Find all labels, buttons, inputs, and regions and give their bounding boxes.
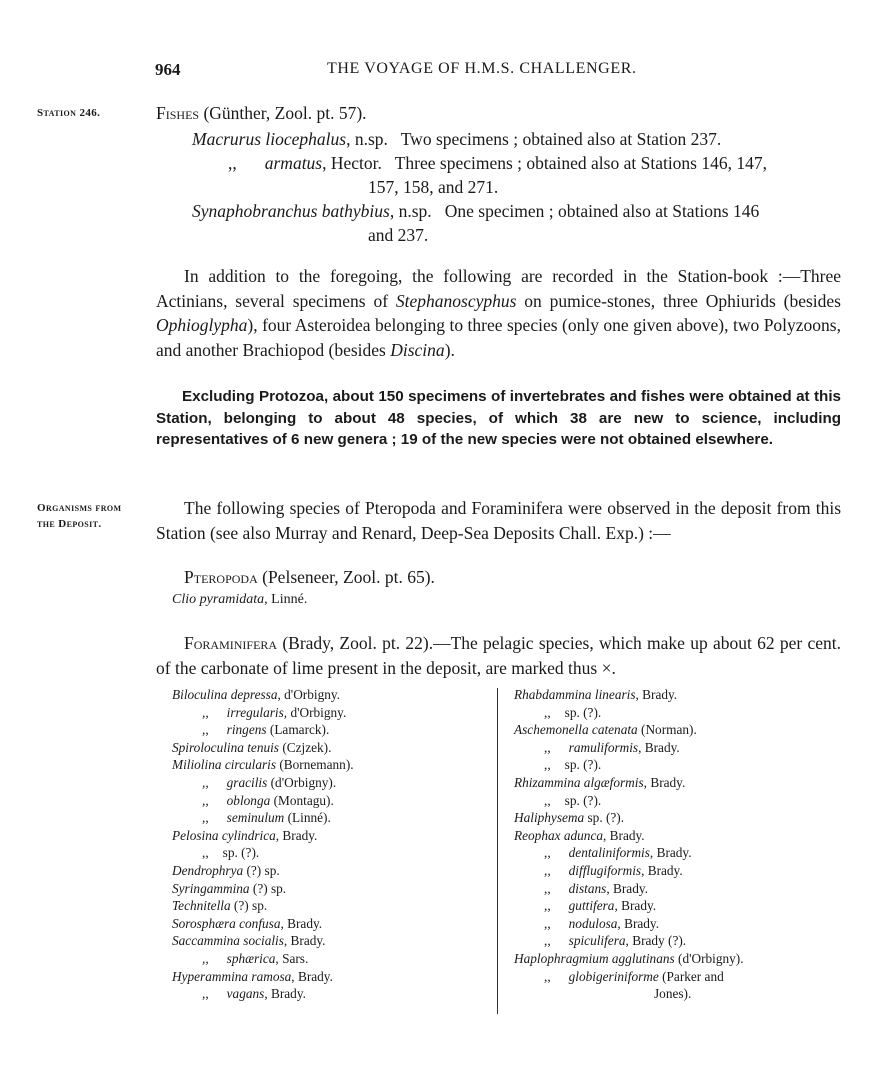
species-authority: , Brady. (603, 827, 645, 843)
species-row (172, 809, 354, 827)
addition-italic-3: Discina (390, 339, 445, 360)
fish-entry-2-name: armatus (264, 153, 323, 173)
species-row (172, 827, 354, 845)
pteropoda-species-auth: , Linné. (264, 592, 308, 607)
species-row (172, 932, 354, 950)
species-authority: , Brady. (641, 862, 683, 878)
species-authority: (Montagu). (270, 792, 334, 808)
fishes-heading-sc: Fishes (156, 103, 200, 123)
species-row (514, 985, 744, 1003)
species-authority: , Brady. (643, 774, 686, 790)
ditto-mark: ,, (202, 950, 209, 966)
species-authority: , Brady. (649, 845, 692, 861)
ditto-mark: ,, (202, 722, 209, 738)
addition-paragraph (156, 264, 841, 362)
species-name: Miliolina circularis (172, 757, 277, 773)
species-row (172, 792, 354, 810)
species-authority: , Brady. (280, 915, 323, 931)
species-row (514, 827, 744, 845)
species-name: guttifera (568, 898, 615, 914)
margin-organisms-line1: Organisms from (37, 502, 122, 514)
species-authority: , Brady. (264, 986, 306, 1002)
ditto-mark: ,, (202, 792, 209, 808)
species-authority: (Czjzek). (279, 739, 332, 755)
species-authority: , Brady (?). (625, 933, 687, 949)
species-name: globigeriniforme (568, 968, 659, 984)
fish-entry-2-cont: 157, 158, and 271. (368, 177, 499, 197)
fishes-heading-rest: (Günther, Zool. pt. 57). (199, 103, 367, 123)
species-row (514, 721, 744, 739)
species-row (514, 915, 744, 933)
species-row (172, 862, 354, 880)
species-name: ramuliformis (568, 739, 639, 755)
addition-text-3: ), four Asteroidea belonging to three species (only one given above), two Polyzoons, and another Brachiopod (besides (156, 315, 841, 360)
species-name: Haplophragmium agglutinans (514, 950, 675, 966)
species-row (172, 950, 354, 968)
fish-entry-1-name: Macrurus liocephalus (192, 129, 347, 149)
species-name: Reophax adunca (514, 827, 603, 843)
ditto-mark: ,, (202, 810, 209, 826)
ditto-mark: ,, (544, 968, 551, 984)
fish-entry-3-name: Synaphobranchus bathybius (192, 201, 390, 221)
ditto-mark: ,, (544, 880, 551, 896)
species-row (172, 686, 354, 704)
species-name: Rhizammina algæformis (514, 774, 644, 790)
species-row (514, 792, 744, 810)
species-name: Saccammina socialis (172, 933, 284, 949)
fish-entry-1 (192, 127, 721, 151)
ditto-mark: ,, (544, 792, 551, 808)
species-authority: (Parker and (658, 968, 724, 984)
species-row (514, 862, 744, 880)
species-name: Haliphysema (514, 810, 585, 826)
species-row (514, 686, 744, 704)
species-row (514, 880, 744, 898)
species-authority: , d'Orbigny. (283, 704, 347, 720)
species-name: Biloculina depressa (172, 687, 278, 702)
ditto-mark: ,, (544, 739, 551, 755)
fish-entry-3 (192, 199, 759, 223)
species-authority: (?) sp. (230, 898, 268, 914)
ditto-mark: ,, (202, 986, 209, 1002)
species-row (172, 739, 354, 757)
species-name: difflugiformis (568, 862, 642, 878)
fish-entry-2 (228, 151, 767, 175)
species-row (172, 844, 354, 862)
species-name: Aschemonella catenata (514, 722, 638, 738)
species-name: seminulum (226, 810, 285, 826)
fish-entry-1-text: , n.sp. Two specimens ; obtained also at Station 237. (346, 129, 722, 149)
foraminifera-list-right (514, 686, 744, 1003)
species-name: Sorosphæra confusa (172, 915, 281, 931)
ditto-mark: ,, (202, 774, 209, 790)
species-name: nodulosa (568, 915, 618, 931)
margin-organisms-line2: the Deposit. (37, 518, 102, 530)
species-authority: sp. (?). (564, 704, 602, 720)
station-summary: Excluding Protozoa, about 150 specimens of invertebrates and fishes were obtained at this Station, belonging to about 48 species, of which 38 are new to science, including representatives of 6 new genera ; 19 of the new species were not obtained elsewhere. (156, 388, 841, 448)
species-authority: , Brady. (638, 739, 680, 755)
species-name: Pelosina cylindrica (172, 827, 276, 843)
foraminifera-heading (156, 631, 841, 680)
species-authority: (?) sp. (243, 862, 280, 878)
species-authority: (Bornemann). (276, 757, 354, 773)
ditto-mark: ,, (544, 704, 551, 720)
species-authority: sp. (?). (222, 845, 260, 861)
species-row (514, 932, 744, 950)
species-name: distans (568, 880, 607, 896)
species-name: Hyperammina ramosa (172, 968, 292, 984)
ditto-mark: ,, (544, 757, 551, 773)
species-row (172, 915, 354, 933)
species-authority: Jones). (654, 986, 692, 1002)
species-authority: (Lamarck). (266, 722, 330, 738)
species-authority: , Brady. (606, 880, 648, 896)
species-name: vagans (226, 986, 265, 1002)
ditto-mark: ,, (544, 898, 551, 914)
page-number: 964 (155, 60, 181, 79)
pteropoda-heading-rest: (Pelseneer, Zool. pt. 65). (257, 567, 435, 587)
species-authority: sp. (?). (564, 757, 602, 773)
pteropoda-heading (184, 565, 435, 589)
fishes-heading (156, 101, 367, 125)
species-name: Technitella (172, 898, 231, 914)
ditto-mark: ,, (202, 845, 209, 861)
species-row (172, 704, 354, 722)
ditto-mark: ,, (544, 862, 551, 878)
species-name: ringens (226, 722, 267, 738)
species-row (514, 774, 744, 792)
foraminifera-heading-sc: Foraminifera (184, 633, 278, 653)
species-name: sphærica (226, 950, 276, 966)
species-name: Rhabdammina linearis (514, 687, 636, 702)
species-authority: , Brady. (283, 933, 326, 949)
species-row (514, 756, 744, 774)
species-name: irregularis (226, 704, 284, 720)
species-name: gracilis (226, 774, 268, 790)
species-authority: , d'Orbigny. (277, 687, 340, 702)
species-name: dentaliniformis (568, 845, 650, 861)
ditto-mark: ,, (544, 915, 551, 931)
species-row (172, 880, 354, 898)
species-authority: , Brady. (635, 687, 678, 702)
addition-text-4: ). (444, 339, 455, 360)
species-authority: , Brady. (275, 827, 318, 843)
species-authority: (d'Orbigny). (674, 950, 744, 966)
ditto-mark: ,, (202, 704, 209, 720)
species-name: spiculifera (568, 933, 626, 949)
addition-text-2: on pumice-stones, three Ophiurids (besides (516, 290, 841, 311)
species-row (514, 739, 744, 757)
species-authority: , Brady. (291, 968, 333, 984)
species-authority: (Norman). (637, 722, 697, 738)
addition-italic-1: Stephanoscyphus (395, 290, 517, 311)
species-authority: sp. (?). (564, 792, 602, 808)
margin-station-label: Station 246. (37, 107, 101, 119)
ditto-mark: ,, (228, 153, 237, 173)
species-row (172, 985, 354, 1003)
species-authority: , Brady. (614, 898, 657, 914)
species-row (172, 721, 354, 739)
species-row (172, 968, 354, 986)
species-row (514, 704, 744, 722)
pteropoda-species-name: Clio pyramidata (172, 592, 265, 607)
species-row (514, 968, 744, 986)
species-authority: (d'Orbigny). (267, 774, 337, 790)
species-row (514, 844, 744, 862)
fish-entry-3-cont: and 237. (368, 225, 429, 245)
pteropoda-species (172, 592, 307, 608)
pteropoda-heading-sc: Pteropoda (184, 567, 258, 587)
species-name: Dendrophrya (172, 862, 244, 878)
species-authority: sp. (?). (584, 810, 625, 826)
species-authority: , Brady. (617, 915, 660, 931)
addition-italic-2: Ophioglypha (156, 315, 248, 335)
column-divider (497, 688, 498, 1014)
species-name: Syringammina (172, 880, 250, 896)
foraminifera-list-left (172, 686, 354, 1003)
species-row (514, 897, 744, 915)
running-title: THE VOYAGE OF H.M.S. CHALLENGER. (327, 60, 637, 77)
species-row (514, 950, 744, 968)
species-name: Spiroloculina tenuis (172, 739, 279, 755)
margin-organisms-label (37, 500, 121, 532)
ditto-mark: ,, (544, 845, 551, 861)
species-row (172, 774, 354, 792)
deposit-intro: The following species of Pteropoda and Foraminifera were observed in the deposit from this Station (see also Murray and Renard, Deep-Sea Deposits Chall. Exp.) :— (156, 498, 841, 543)
species-authority: , Sars. (275, 950, 309, 966)
species-row (172, 897, 354, 915)
ditto-mark: ,, (544, 933, 551, 949)
foraminifera-heading-rest: (Brady, Zool. pt. 22).—The pelagic species, which make up about 62 per cent. of the carbonate of lime present in the deposit, are marked thus ×. (156, 633, 841, 678)
species-authority: (Linné). (284, 810, 331, 826)
fish-entry-2-text: , Hector. Three specimens ; obtained also at Stations 146, 147, (322, 153, 767, 173)
species-authority: (?) sp. (249, 880, 287, 896)
addition-text-1: In addition to the foregoing, the following are recorded in the Station-book :—Three Actinians, several specimens of (156, 266, 841, 311)
species-name: oblonga (226, 792, 271, 808)
species-row (172, 756, 354, 774)
fish-entry-3-text: , n.sp. One specimen ; obtained also at Stations 146 (389, 201, 760, 221)
species-row (514, 809, 744, 827)
